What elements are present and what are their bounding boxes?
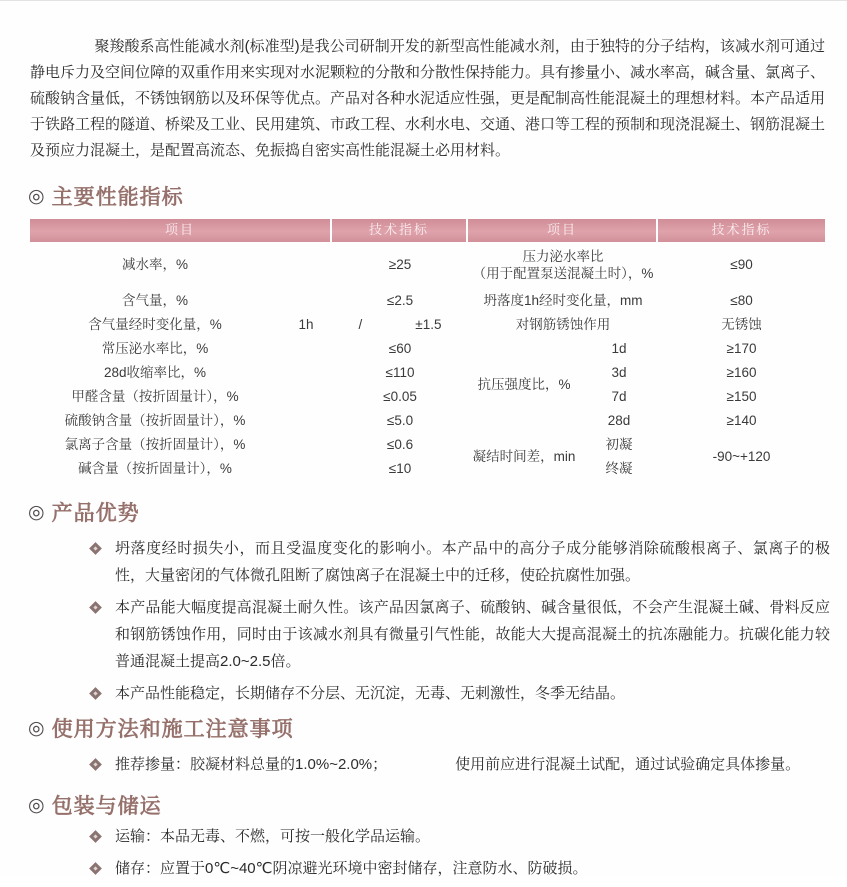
- value-part: ±1.5: [415, 316, 442, 332]
- section-title: 包装与储运: [51, 795, 162, 818]
- advantage-text: 坍落度经时损失小，而且受温度变化的影响小。本产品中的高分子成分能够消除硫酸根离子、氯离子的极性，大量密闭的气体微孔阻断了腐蚀离子在混凝土中的迁移，使砼抗腐性加强。: [115, 540, 830, 584]
- advantage-text: 本产品性能稳定，长期储存不分层、无沉淀，无毒、无刺激性，冬季无结晶。: [115, 685, 626, 702]
- diamond-bullet-icon: [89, 830, 102, 843]
- section-title: 使用方法和施工注意事项: [51, 718, 294, 741]
- table-cell-label: 抗压强度比，%: [477, 376, 571, 392]
- table-cell-label: 凝结时间差，min: [472, 448, 576, 464]
- packaging-text: 储存：应置于0℃~40℃阴凉避光环境中密封储存，注意防水、防破损。: [115, 860, 588, 877]
- table-cell-value: ≥150: [726, 388, 757, 404]
- packaging-list: [30, 823, 830, 887]
- table-cell-sublabel: 终凝: [605, 460, 633, 476]
- table-cell-value: ≤0.6: [386, 436, 414, 452]
- list-item: [30, 855, 830, 882]
- table-cell-sublabel: 7d: [611, 388, 627, 404]
- diamond-bullet-icon: [89, 601, 102, 614]
- table-cell-value: ≤60: [388, 340, 412, 356]
- diamond-bullet-icon: [89, 758, 102, 771]
- list-item: [30, 535, 830, 589]
- table-cell-label: 甲醛含量（按折固量计），%: [71, 388, 239, 404]
- table-cell-sublabel: 初凝: [605, 436, 633, 452]
- usage-note-text: 使用前应进行混凝土试配，通过试验确定具体掺量。: [455, 756, 801, 773]
- usage-dosage-text: 推荐掺量：胶凝材料总量的1.0%~2.0%；: [115, 756, 388, 773]
- value-part: /: [358, 316, 363, 332]
- diamond-bullet-icon: [89, 542, 102, 555]
- table-cell-value: ≤90: [730, 257, 753, 273]
- diamond-bullet-icon: [89, 687, 102, 700]
- packaging-text: 运输：本品无毒、不燃，可按一般化学品运输。: [115, 828, 431, 845]
- list-item: [30, 751, 830, 778]
- table-cell-label: 碱含量（按折固量计），%: [78, 460, 232, 476]
- table-cell-label: [468, 242, 658, 289]
- list-item: [30, 594, 830, 675]
- section-heading-advantages: [28, 497, 140, 527]
- table-cell-value: ≤80: [730, 292, 753, 308]
- table-cell-value: ≥140: [726, 412, 757, 428]
- list-item: [30, 823, 830, 850]
- table-cell-value: ≤0.05: [383, 388, 417, 404]
- table-cell-label: 含气量，%: [121, 292, 188, 308]
- table-header-cell: 技术指标: [332, 219, 468, 242]
- section-heading-performance: [28, 181, 184, 211]
- double-circle-icon: ◎: [28, 185, 46, 207]
- label-line: 压力泌水率比: [522, 248, 604, 264]
- table-cell-sublabel: 28d: [607, 412, 631, 428]
- diamond-bullet-icon: [89, 862, 102, 875]
- table-cell-label: 含气量经时变化量，%: [88, 316, 222, 332]
- table-cell-sublabel: 3d: [611, 364, 627, 380]
- advantages-list: [30, 535, 830, 712]
- table-cell-value: ≥170: [726, 340, 757, 356]
- intro-paragraph: 聚羧酸系高性能减水剂(标准型)是我公司研制开发的新型高性能减水剂，由于独特的分子结构，该减水剂可通过静电斥力及空间位障的双重作用来实现对水泥颗粒的分散和分散性保持能力。具有掺量小、减水率高，碱含量、氯离子、硫酸钠含量低，不锈蚀钢筋以及环保等优点。产品对各种水泥适应性强，更是配制高性能混凝土的理想材料。本产品适用于铁路工程的隧道、桥梁及工业、民用建筑、市政工程、水利水电、交通、港口等工程的预制和现浇混凝土、钢筋混凝土及预应力混凝土，是配置高流态、免振捣自密实高性能混凝土必用材料。: [30, 38, 826, 159]
- performance-table: [30, 219, 825, 481]
- table-cell-value: ≤10: [388, 460, 412, 476]
- table-cell-label: 28d收缩率比，%: [103, 364, 207, 380]
- table-cell-label: 对钢筋锈蚀作用: [515, 316, 611, 332]
- section-heading-packaging: [28, 790, 162, 820]
- table-header-cell: 项目: [30, 219, 332, 242]
- section-title: 主要性能指标: [51, 186, 184, 209]
- table-cell-value: -90~+120: [712, 448, 771, 464]
- table-cell-sublabel: 1d: [611, 340, 627, 356]
- double-circle-icon: ◎: [28, 501, 46, 523]
- section-title: 产品优势: [51, 502, 140, 525]
- table-cell-label: 坍落度1h经时变化量，mm: [483, 292, 643, 308]
- usage-list: [30, 751, 830, 783]
- table-cell-label: 常压泌水率比，%: [101, 340, 209, 356]
- double-circle-icon: ◎: [28, 717, 46, 739]
- double-circle-icon: ◎: [28, 794, 46, 816]
- table-cell-value: ≤2.5: [386, 292, 414, 308]
- label-line: （用于配置泵送混凝土时），%: [472, 265, 654, 281]
- list-item: [30, 680, 830, 707]
- section-heading-usage: [28, 713, 294, 743]
- table-cell-label: 硫酸钠含量（按折固量计），%: [64, 412, 246, 428]
- table-header-cell: 项目: [468, 219, 658, 242]
- table-cell-value: 无锈蚀: [721, 316, 762, 332]
- table-cell-value: [332, 313, 468, 337]
- table-cell-sublabel: 1h: [298, 316, 314, 332]
- table-cell-value: ≤5.0: [386, 412, 414, 428]
- table-cell-label: 减水率，%: [121, 257, 188, 273]
- table-cell-value: ≥160: [726, 364, 757, 380]
- table-header-cell: 技术指标: [658, 219, 825, 242]
- table-cell-value: ≥25: [388, 257, 412, 273]
- table-cell-label: 氯离子含量（按折固量计），%: [64, 436, 246, 452]
- table-cell-value: ≤110: [385, 364, 415, 380]
- advantage-text: 本产品能大幅度提高混凝土耐久性。该产品因氯离子、硫酸钠、碱含量很低，不会产生混凝土碱、骨料反应和钢筋锈蚀作用，同时由于该减水剂具有微量引气性能，故能大大提高混凝土的抗冻融能力。抗碳化能力较普通混凝土提高2.0~2.5倍。: [115, 599, 830, 670]
